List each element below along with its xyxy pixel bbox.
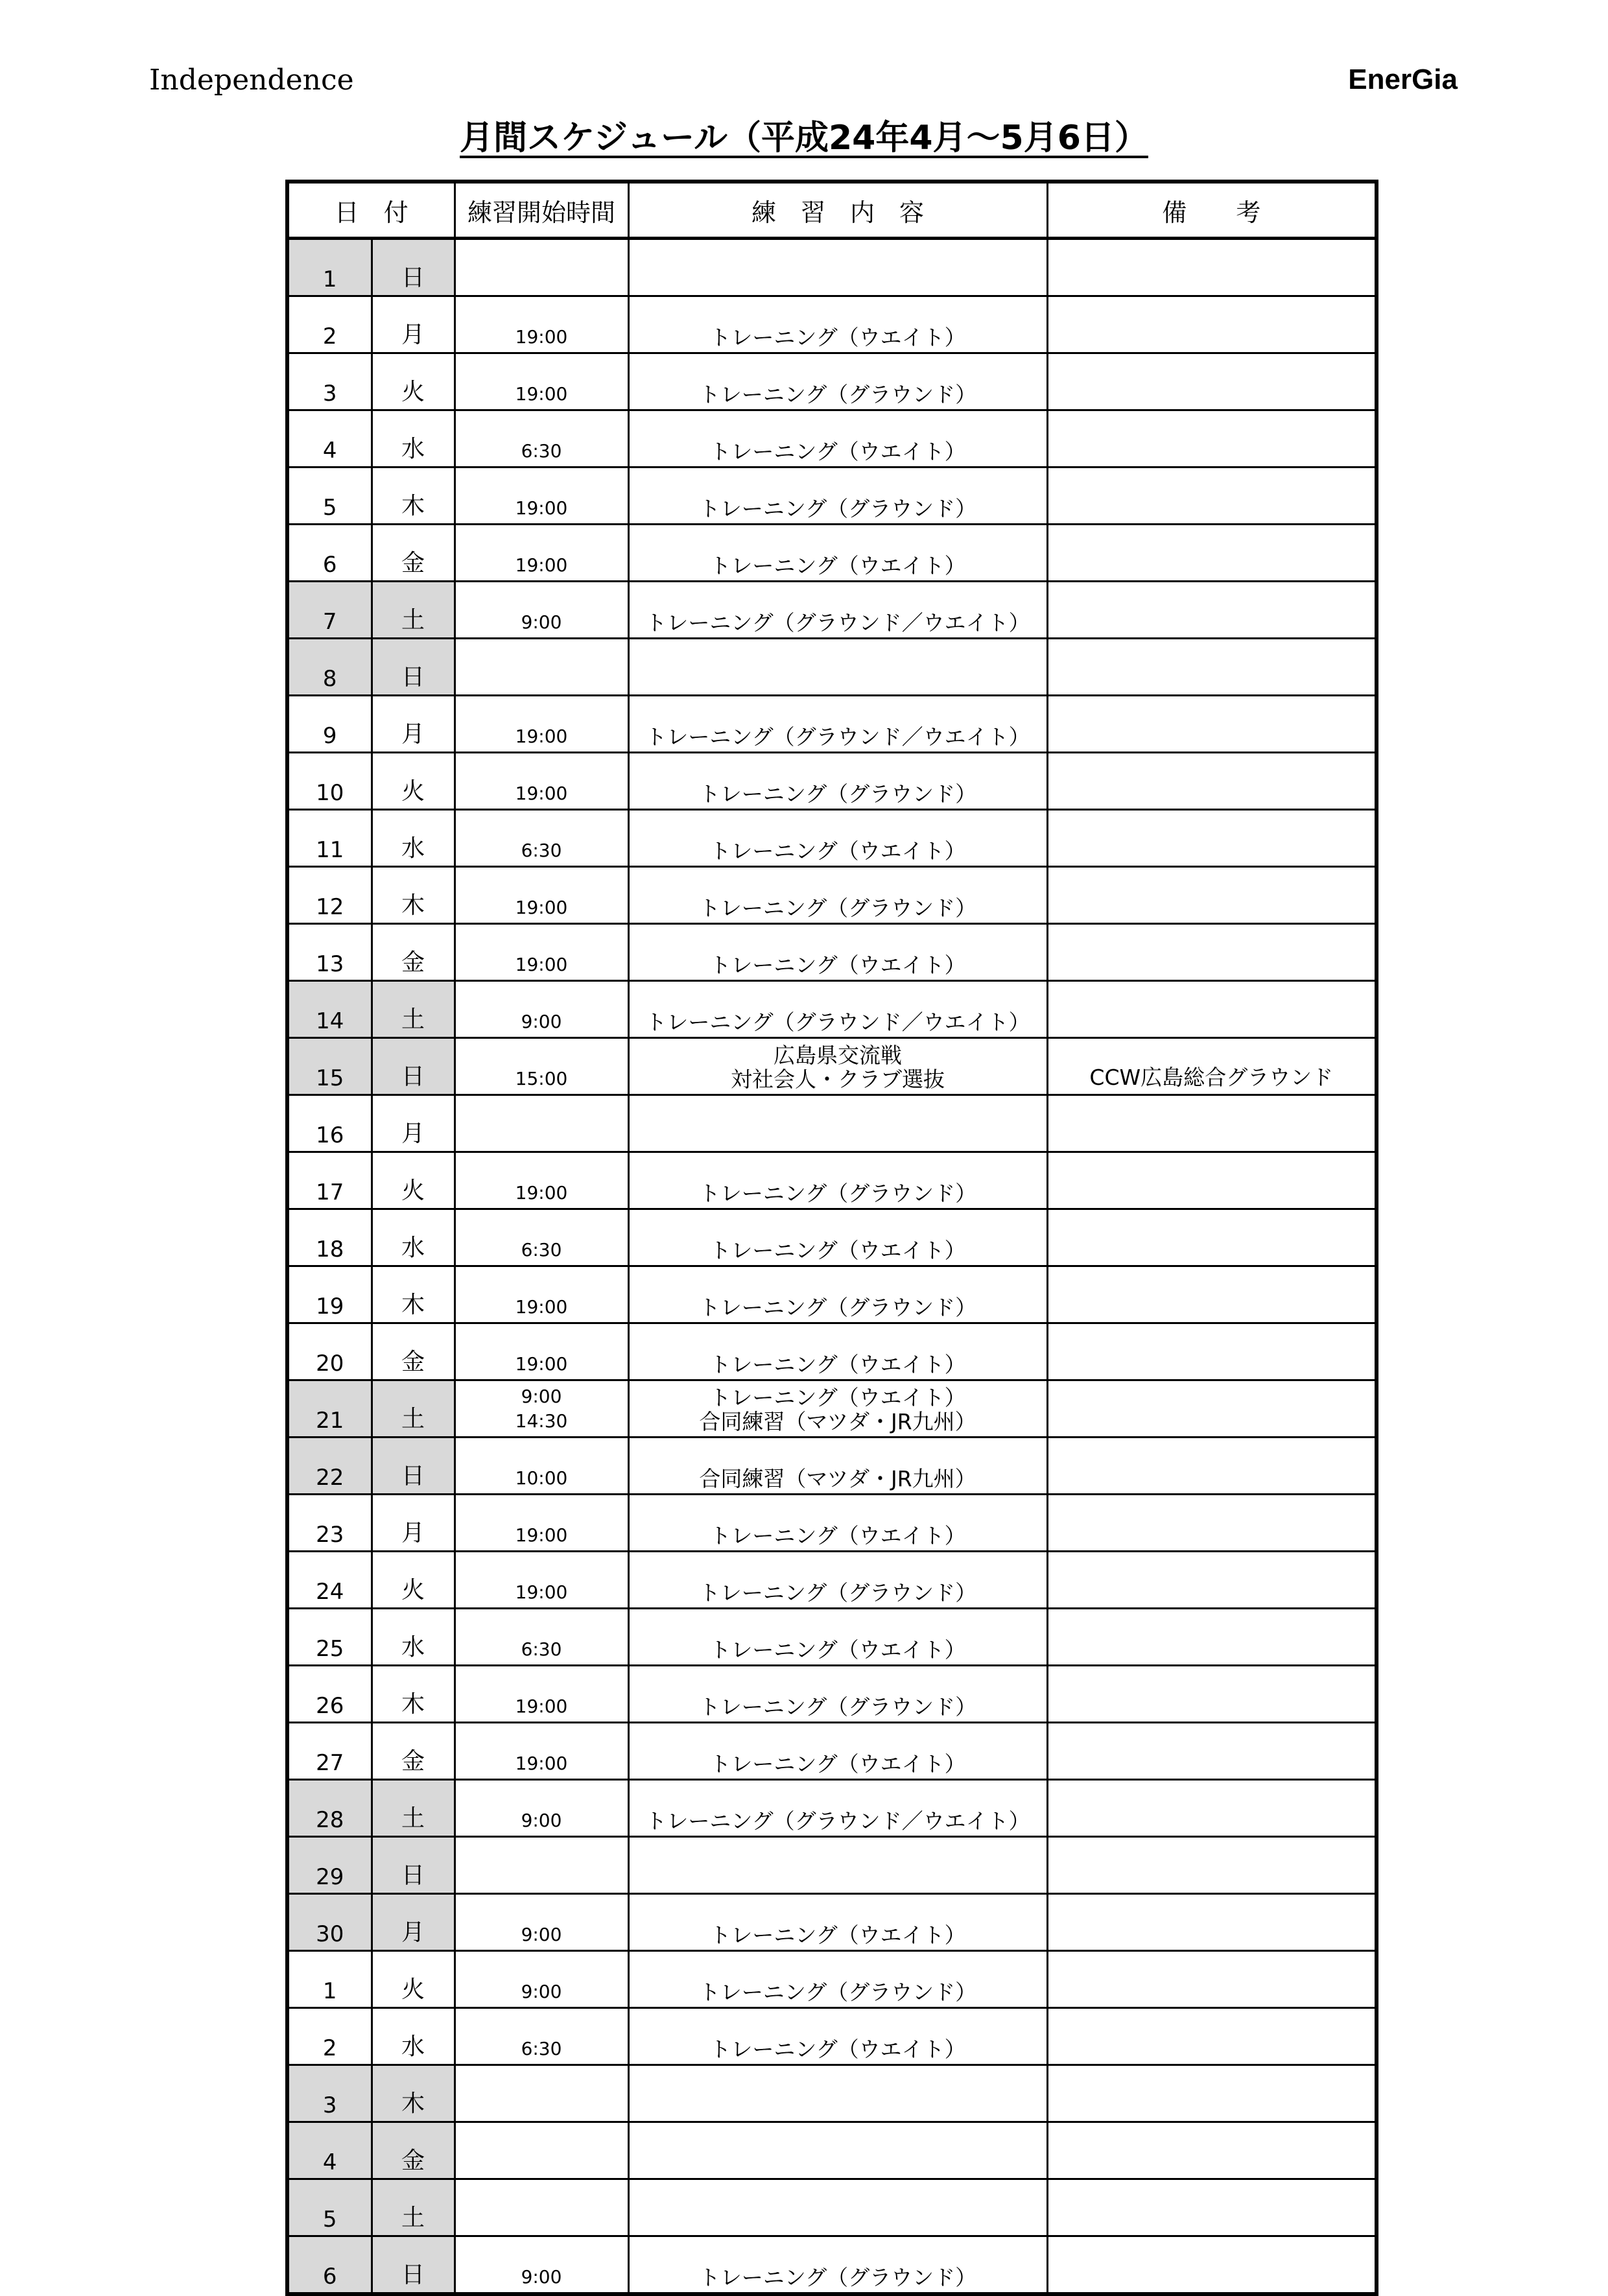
notes-cell xyxy=(1047,467,1377,525)
content-cell xyxy=(628,2236,1047,2295)
notes-cell xyxy=(1047,2065,1377,2122)
content-cell xyxy=(628,639,1047,696)
start-time-text: 19:00 xyxy=(515,554,568,576)
start-time-text: 9:00 xyxy=(521,1011,562,1032)
table-row xyxy=(287,753,1377,810)
start-time-cell xyxy=(455,810,628,867)
start-time-text: 9:00 xyxy=(521,2266,562,2288)
start-time-text: 19:00 xyxy=(515,1353,568,1375)
weekday-cell: 土 xyxy=(372,981,455,1038)
col-header-notes: 備 考 xyxy=(1047,182,1377,239)
content-text: トレーニング（グラウンド／ウエイト） xyxy=(645,724,1030,750)
day-cell: 26 xyxy=(287,1666,372,1723)
day-cell: 24 xyxy=(287,1552,372,1609)
table-row xyxy=(287,981,1377,1038)
notes-cell xyxy=(1047,1780,1377,1837)
content-cell xyxy=(628,1152,1047,1209)
start-time-cell xyxy=(455,1951,628,2008)
start-time-text: 19:00 xyxy=(515,1696,568,1717)
content-text: 広島県交流戦 xyxy=(774,1043,903,1068)
table-row xyxy=(287,2122,1377,2179)
weekday-cell: 月 xyxy=(372,1894,455,1951)
weekday-cell: 日 xyxy=(372,639,455,696)
table-row xyxy=(287,410,1377,467)
notes-cell xyxy=(1047,867,1377,924)
day-cell: 14 xyxy=(287,981,372,1038)
content-cell xyxy=(628,1837,1047,1894)
start-time-cell xyxy=(455,1209,628,1266)
notes-cell xyxy=(1047,696,1377,753)
table-row xyxy=(287,296,1377,353)
start-time-cell xyxy=(455,2008,628,2065)
content-text: トレーニング（グラウンド） xyxy=(698,1181,977,1206)
content-cell xyxy=(628,1723,1047,1780)
table-row xyxy=(287,582,1377,639)
start-time-cell xyxy=(455,1780,628,1837)
weekday-cell: 水 xyxy=(372,810,455,867)
notes-cell xyxy=(1047,353,1377,410)
content-cell xyxy=(628,981,1047,1038)
weekday-cell: 木 xyxy=(372,2065,455,2122)
content-text: トレーニング（グラウンド） xyxy=(698,1580,977,1605)
table-row xyxy=(287,924,1377,981)
content-cell xyxy=(628,353,1047,410)
content-text: トレーニング（グラウンド） xyxy=(698,382,977,407)
start-time-cell xyxy=(455,410,628,467)
day-cell: 1 xyxy=(287,1951,372,2008)
start-time-text: 19:00 xyxy=(515,497,568,519)
content-text: トレーニング（グラウンド／ウエイト） xyxy=(645,1010,1030,1035)
day-cell: 15 xyxy=(287,1038,372,1095)
content-cell xyxy=(628,1666,1047,1723)
day-cell: 5 xyxy=(287,2179,372,2236)
content-text: トレーニング（グラウンド） xyxy=(698,1694,977,1720)
weekday-cell: 月 xyxy=(372,296,455,353)
content-text: 対社会人・クラブ選抜 xyxy=(731,1067,945,1092)
start-time-text: 6:30 xyxy=(521,840,562,861)
weekday-cell: 火 xyxy=(372,1552,455,1609)
weekday-cell: 火 xyxy=(372,1152,455,1209)
start-time-text: 15:00 xyxy=(515,1068,568,1089)
content-cell xyxy=(628,467,1047,525)
weekday-cell: 木 xyxy=(372,1666,455,1723)
content-text: 合同練習（マツダ・JR九州） xyxy=(699,1466,976,1491)
day-cell: 7 xyxy=(287,582,372,639)
start-time-text: 19:00 xyxy=(515,726,568,747)
start-time-cell xyxy=(455,2179,628,2236)
start-time-text: 19:00 xyxy=(515,1581,568,1603)
start-time-cell xyxy=(455,1609,628,1666)
table-row xyxy=(287,1609,1377,1666)
content-text: トレーニング（ウエイト） xyxy=(709,1523,966,1548)
notes-cell: CCW広島総合グラウンド xyxy=(1047,1038,1377,1095)
table-row xyxy=(287,1666,1377,1723)
content-cell xyxy=(628,1209,1047,1266)
content-cell xyxy=(628,1780,1047,1837)
start-time-text: 9:00 xyxy=(521,1386,562,1407)
table-row xyxy=(287,1951,1377,2008)
table-row xyxy=(287,2008,1377,2065)
notes-cell xyxy=(1047,1837,1377,1894)
weekday-cell: 水 xyxy=(372,1209,455,1266)
table-row xyxy=(287,467,1377,525)
table-row xyxy=(287,1837,1377,1894)
table-row xyxy=(287,525,1377,582)
content-text: トレーニング（ウエイト） xyxy=(709,1238,966,1263)
notes-cell xyxy=(1047,1323,1377,1380)
content-cell xyxy=(628,2008,1047,2065)
notes-cell xyxy=(1047,1152,1377,1209)
content-text: トレーニング（グラウンド／ウエイト） xyxy=(645,610,1030,635)
header-left-text: Independence xyxy=(149,64,354,97)
table-row xyxy=(287,1723,1377,1780)
table-row xyxy=(287,639,1377,696)
day-cell: 3 xyxy=(287,2065,372,2122)
start-time-cell xyxy=(455,467,628,525)
notes-cell xyxy=(1047,239,1377,296)
weekday-cell: 土 xyxy=(372,1780,455,1837)
weekday-cell: 金 xyxy=(372,2122,455,2179)
start-time-text: 6:30 xyxy=(521,440,562,462)
content-cell xyxy=(628,753,1047,810)
table-row xyxy=(287,1038,1377,1095)
page-title-text: 月間スケジュール（平成24年4月～5月6日） xyxy=(460,119,1148,158)
table-row xyxy=(287,696,1377,753)
weekday-cell: 土 xyxy=(372,1380,455,1438)
start-time-text: 9:00 xyxy=(521,611,562,633)
table-row xyxy=(287,1780,1377,1837)
start-time-text: 19:00 xyxy=(515,1753,568,1774)
content-text: トレーニング（グラウンド） xyxy=(698,781,977,807)
notes-cell xyxy=(1047,810,1377,867)
start-time-text: 6:30 xyxy=(521,1639,562,1660)
content-text: トレーニング（ウエイト） xyxy=(709,1637,966,1663)
start-time-cell xyxy=(455,924,628,981)
start-time-cell xyxy=(455,1266,628,1323)
start-time-text: 19:00 xyxy=(515,897,568,918)
content-cell xyxy=(628,2122,1047,2179)
table-row xyxy=(287,1380,1377,1438)
day-cell: 13 xyxy=(287,924,372,981)
start-time-cell xyxy=(455,525,628,582)
weekday-cell: 水 xyxy=(372,2008,455,2065)
weekday-cell: 火 xyxy=(372,353,455,410)
start-time-cell xyxy=(455,1495,628,1552)
weekday-cell: 火 xyxy=(372,753,455,810)
start-time-cell xyxy=(455,696,628,753)
start-time-cell xyxy=(455,353,628,410)
content-text: トレーニング（ウエイト） xyxy=(709,2037,966,2062)
table-row xyxy=(287,1266,1377,1323)
notes-cell xyxy=(1047,2236,1377,2295)
content-cell xyxy=(628,696,1047,753)
start-time-text: 19:00 xyxy=(515,383,568,405)
content-text: トレーニング（グラウンド） xyxy=(698,895,977,921)
start-time-text: 19:00 xyxy=(515,1182,568,1203)
notes-cell xyxy=(1047,2122,1377,2179)
content-cell xyxy=(628,410,1047,467)
content-cell xyxy=(628,525,1047,582)
content-text: 合同練習（マツダ・JR九州） xyxy=(699,1409,976,1434)
start-time-cell xyxy=(455,1552,628,1609)
table-row xyxy=(287,2065,1377,2122)
day-cell: 30 xyxy=(287,1894,372,1951)
start-time-cell xyxy=(455,1323,628,1380)
day-cell: 18 xyxy=(287,1209,372,1266)
notes-cell xyxy=(1047,525,1377,582)
table-row xyxy=(287,1323,1377,1380)
start-time-text: 19:00 xyxy=(515,326,568,348)
table-row xyxy=(287,353,1377,410)
day-cell: 1 xyxy=(287,239,372,296)
content-text: トレーニング（ウエイト） xyxy=(709,439,966,464)
content-text: トレーニング（ウエイト） xyxy=(709,1352,966,1377)
notes-cell xyxy=(1047,1495,1377,1552)
start-time-cell xyxy=(455,1438,628,1495)
start-time-cell xyxy=(455,867,628,924)
content-text: トレーニング（ウエイト） xyxy=(709,325,966,350)
start-time-cell xyxy=(455,1095,628,1152)
content-cell xyxy=(628,1951,1047,2008)
start-time-text: 14:30 xyxy=(515,1410,568,1432)
weekday-cell: 金 xyxy=(372,1723,455,1780)
start-time-text: 9:00 xyxy=(521,1924,562,1945)
start-time-cell xyxy=(455,582,628,639)
content-cell xyxy=(628,1323,1047,1380)
day-cell: 16 xyxy=(287,1095,372,1152)
day-cell: 20 xyxy=(287,1323,372,1380)
content-cell xyxy=(628,867,1047,924)
table-row xyxy=(287,810,1377,867)
header-right-logo-text: EnerGia xyxy=(1348,64,1458,95)
content-text: トレーニング（ウエイト） xyxy=(709,1923,966,1948)
start-time-text: 10:00 xyxy=(515,1467,568,1489)
day-cell: 21 xyxy=(287,1380,372,1438)
content-text: トレーニング（グラウンド） xyxy=(698,2265,977,2290)
content-text: トレーニング（グラウンド） xyxy=(698,1295,977,1320)
content-cell xyxy=(628,2065,1047,2122)
schedule-body xyxy=(287,239,1377,2295)
day-cell: 2 xyxy=(287,2008,372,2065)
table-row xyxy=(287,1209,1377,1266)
start-time-cell xyxy=(455,1038,628,1095)
col-header-content: 練 習 内 容 xyxy=(628,182,1047,239)
notes-cell xyxy=(1047,1209,1377,1266)
content-text: トレーニング（グラウンド／ウエイト） xyxy=(645,1808,1030,1834)
start-time-cell xyxy=(455,1380,628,1438)
day-cell: 4 xyxy=(287,410,372,467)
content-cell xyxy=(628,1095,1047,1152)
start-time-cell xyxy=(455,981,628,1038)
table-row xyxy=(287,867,1377,924)
start-time-text: 19:00 xyxy=(515,783,568,804)
header-row xyxy=(287,182,1377,239)
start-time-text: 19:00 xyxy=(515,1296,568,1318)
content-cell xyxy=(628,1380,1047,1438)
notes-cell xyxy=(1047,1666,1377,1723)
table-row xyxy=(287,239,1377,296)
content-text: トレーニング（グラウンド） xyxy=(698,1980,977,2005)
start-time-text: 9:00 xyxy=(521,1810,562,1831)
notes-cell xyxy=(1047,753,1377,810)
weekday-cell: 日 xyxy=(372,1837,455,1894)
content-cell xyxy=(628,924,1047,981)
content-cell xyxy=(628,239,1047,296)
day-cell: 28 xyxy=(287,1780,372,1837)
table-row xyxy=(287,2236,1377,2295)
day-cell: 27 xyxy=(287,1723,372,1780)
start-time-text: 9:00 xyxy=(521,1981,562,2002)
weekday-cell: 水 xyxy=(372,410,455,467)
content-cell xyxy=(628,810,1047,867)
content-cell xyxy=(628,1495,1047,1552)
day-cell: 10 xyxy=(287,753,372,810)
start-time-cell xyxy=(455,2236,628,2295)
start-time-text: 6:30 xyxy=(521,1239,562,1260)
content-cell xyxy=(628,1266,1047,1323)
start-time-cell xyxy=(455,1894,628,1951)
notes-cell xyxy=(1047,1723,1377,1780)
weekday-cell: 日 xyxy=(372,239,455,296)
start-time-text: 6:30 xyxy=(521,2038,562,2059)
start-time-cell xyxy=(455,1152,628,1209)
table-row xyxy=(287,1438,1377,1495)
content-cell xyxy=(628,1894,1047,1951)
start-time-cell xyxy=(455,1837,628,1894)
day-cell: 12 xyxy=(287,867,372,924)
weekday-cell: 木 xyxy=(372,467,455,525)
table-row xyxy=(287,2179,1377,2236)
page-title xyxy=(0,110,1608,159)
day-cell: 6 xyxy=(287,525,372,582)
table-row xyxy=(287,1894,1377,1951)
weekday-cell: 火 xyxy=(372,1951,455,2008)
content-text: トレーニング（ウエイト） xyxy=(709,553,966,578)
content-cell xyxy=(628,1038,1047,1095)
day-cell: 11 xyxy=(287,810,372,867)
weekday-cell: 日 xyxy=(372,2236,455,2295)
start-time-cell xyxy=(455,1723,628,1780)
weekday-cell: 木 xyxy=(372,1266,455,1323)
weekday-cell: 月 xyxy=(372,1495,455,1552)
table-row xyxy=(287,1495,1377,1552)
day-cell: 9 xyxy=(287,696,372,753)
notes-cell xyxy=(1047,410,1377,467)
day-cell: 22 xyxy=(287,1438,372,1495)
day-cell: 6 xyxy=(287,2236,372,2295)
weekday-cell: 日 xyxy=(372,1438,455,1495)
day-cell: 3 xyxy=(287,353,372,410)
weekday-cell: 月 xyxy=(372,1095,455,1152)
notes-cell xyxy=(1047,924,1377,981)
notes-cell xyxy=(1047,1095,1377,1152)
notes-cell xyxy=(1047,2008,1377,2065)
day-cell: 29 xyxy=(287,1837,372,1894)
day-cell: 17 xyxy=(287,1152,372,1209)
start-time-text: 19:00 xyxy=(515,954,568,975)
weekday-cell: 金 xyxy=(372,1323,455,1380)
schedule-table xyxy=(285,180,1378,2296)
weekday-cell: 金 xyxy=(372,924,455,981)
start-time-cell xyxy=(455,1666,628,1723)
start-time-text: 19:00 xyxy=(515,1524,568,1546)
content-cell xyxy=(628,2179,1047,2236)
weekday-cell: 月 xyxy=(372,696,455,753)
content-cell xyxy=(628,296,1047,353)
start-time-cell xyxy=(455,296,628,353)
table-row xyxy=(287,1095,1377,1152)
notes-cell xyxy=(1047,981,1377,1038)
notes-cell xyxy=(1047,639,1377,696)
day-cell: 23 xyxy=(287,1495,372,1552)
start-time-cell xyxy=(455,753,628,810)
weekday-cell: 水 xyxy=(372,1609,455,1666)
notes-cell xyxy=(1047,296,1377,353)
weekday-cell: 日 xyxy=(372,1038,455,1095)
day-cell: 25 xyxy=(287,1609,372,1666)
content-text: トレーニング（ウエイト） xyxy=(709,953,966,978)
day-cell: 5 xyxy=(287,467,372,525)
start-time-cell xyxy=(455,639,628,696)
table-row xyxy=(287,1152,1377,1209)
day-cell: 19 xyxy=(287,1266,372,1323)
content-cell xyxy=(628,1552,1047,1609)
notes-cell xyxy=(1047,1951,1377,2008)
day-cell: 4 xyxy=(287,2122,372,2179)
content-cell xyxy=(628,1438,1047,1495)
content-text: トレーニング（グラウンド） xyxy=(698,496,977,521)
weekday-cell: 木 xyxy=(372,867,455,924)
start-time-cell xyxy=(455,2065,628,2122)
content-text: トレーニング（ウエイト） xyxy=(709,1751,966,1777)
notes-cell xyxy=(1047,1894,1377,1951)
notes-cell xyxy=(1047,1380,1377,1438)
notes-cell xyxy=(1047,582,1377,639)
day-cell: 8 xyxy=(287,639,372,696)
notes-cell xyxy=(1047,1552,1377,1609)
table-row xyxy=(287,1552,1377,1609)
content-cell xyxy=(628,1609,1047,1666)
notes-cell xyxy=(1047,2179,1377,2236)
weekday-cell: 土 xyxy=(372,2179,455,2236)
col-header-date: 日 付 xyxy=(287,182,455,239)
content-text: トレーニング（ウエイト） xyxy=(709,838,966,864)
start-time-cell xyxy=(455,239,628,296)
content-cell xyxy=(628,582,1047,639)
col-header-start-time: 練習開始時間 xyxy=(455,182,628,239)
start-time-cell xyxy=(455,2122,628,2179)
content-text: トレーニング（ウエイト） xyxy=(709,1385,966,1410)
notes-cell xyxy=(1047,1609,1377,1666)
weekday-cell: 土 xyxy=(372,582,455,639)
notes-cell xyxy=(1047,1438,1377,1495)
day-cell: 2 xyxy=(287,296,372,353)
weekday-cell: 金 xyxy=(372,525,455,582)
notes-cell xyxy=(1047,1266,1377,1323)
